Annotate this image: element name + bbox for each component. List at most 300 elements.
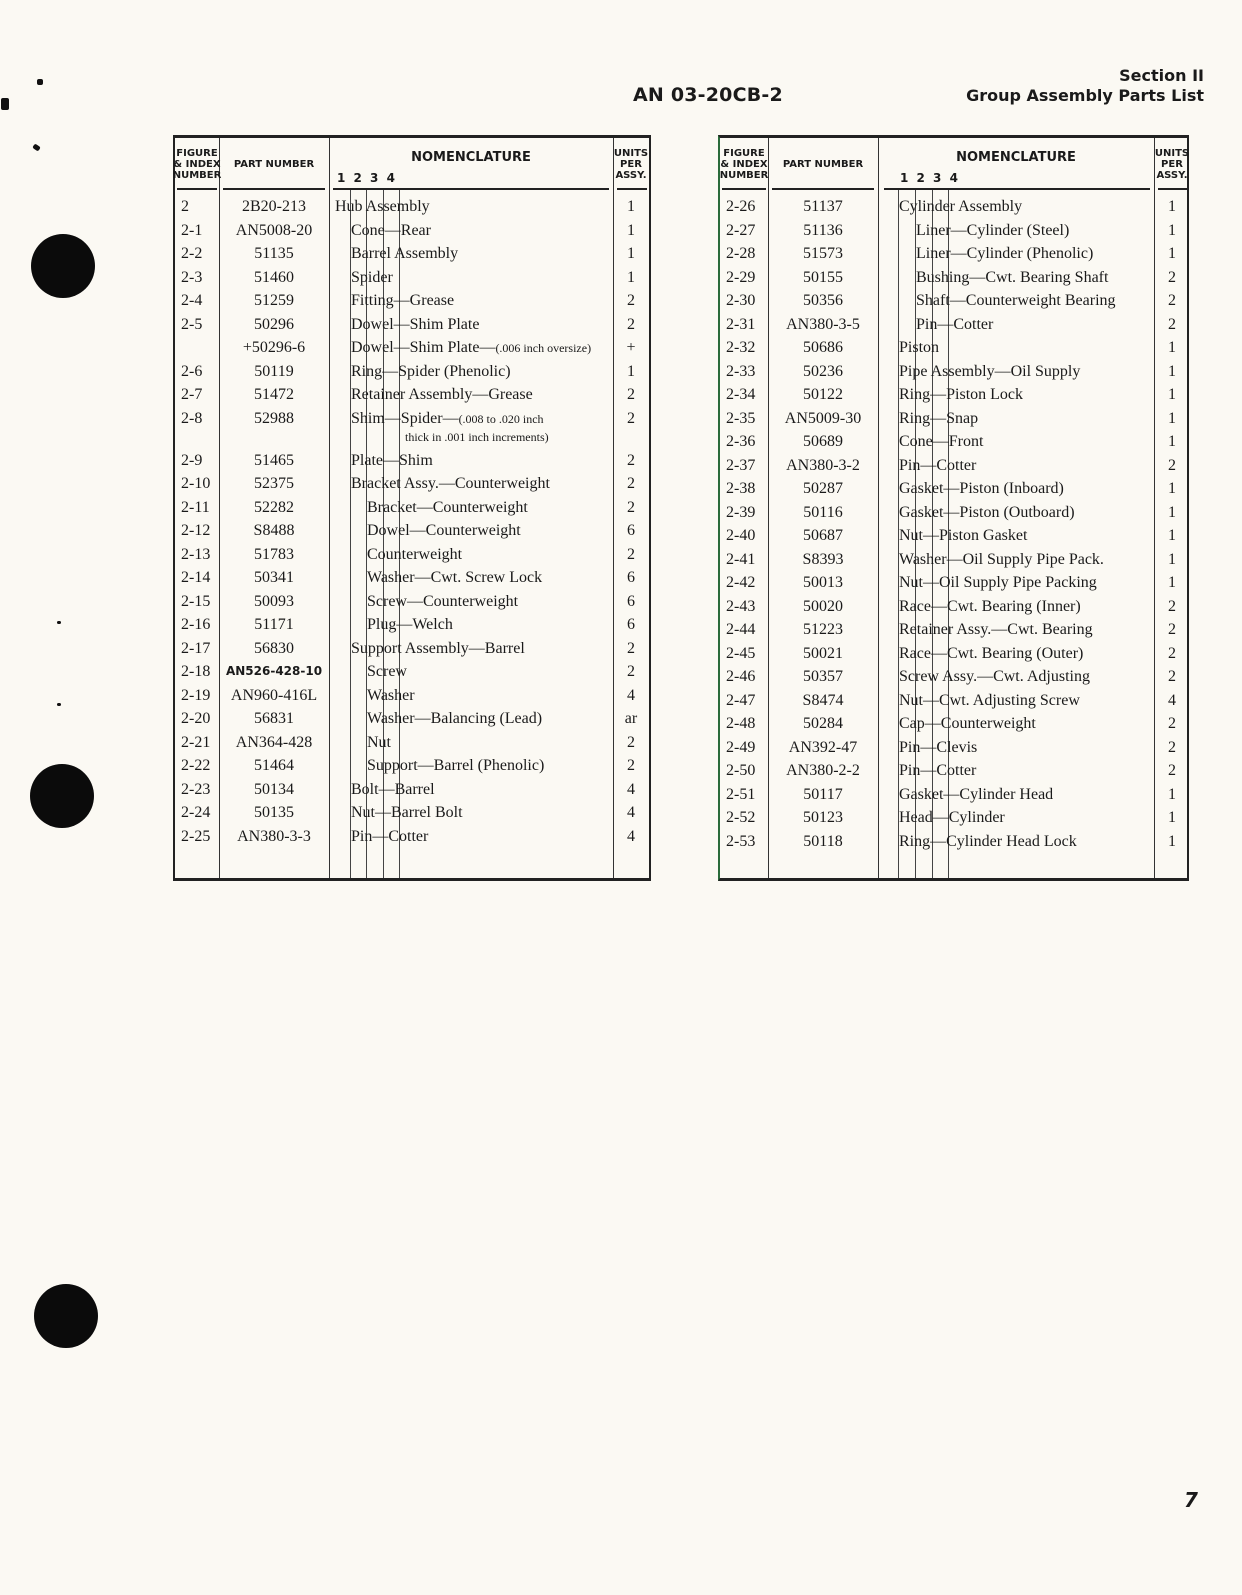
binder-hole-top — [31, 234, 95, 298]
nomenclature: Screw Assy.—Cwt. Adjusting — [899, 668, 1090, 685]
units-per-assembly: 1 — [1168, 785, 1176, 803]
nomenclature: Barrel Assembly — [351, 245, 459, 262]
units-per-assembly: 6 — [627, 569, 635, 586]
table-row — [175, 731, 649, 755]
nomenclature: Cone—Rear — [351, 221, 431, 239]
units-per-assembly: 2 — [1168, 292, 1176, 309]
units-per-assembly: 2 — [1168, 715, 1176, 732]
figure-index: 2-2 — [181, 245, 203, 262]
table-row — [720, 360, 1187, 384]
units-per-assembly: 6 — [627, 616, 635, 633]
units-per-assembly: 2 — [1168, 762, 1176, 779]
figure-index: 2-22 — [181, 757, 211, 774]
nomenclature: Pin—Cotter — [916, 315, 994, 333]
header-indent-levels: 1 2 3 4 — [337, 171, 395, 185]
units-per-assembly: 4 — [627, 804, 635, 821]
units-per-assembly: 1 — [1168, 198, 1176, 215]
part-number: AN380-3-3 — [237, 827, 311, 845]
part-number: 50236 — [803, 362, 843, 380]
figure-index: 2-29 — [726, 268, 756, 286]
table-row — [175, 219, 649, 243]
table-row — [720, 571, 1187, 595]
figure-index: 2-37 — [726, 456, 756, 474]
units-per-assembly: 1 — [1168, 809, 1176, 826]
header-nomenclature: NOMENCLATURE — [411, 150, 531, 165]
part-number: 51573 — [803, 245, 843, 262]
nomenclature: Pipe Assembly—Oil Supply — [899, 362, 1081, 380]
section-label: Section II — [1119, 66, 1204, 85]
part-number: 50013 — [803, 574, 843, 591]
table-row — [175, 707, 649, 731]
units-per-assembly: 1 — [1168, 550, 1176, 568]
table-row — [720, 524, 1187, 548]
units-per-assembly: 2 — [627, 475, 635, 492]
part-number: 56830 — [254, 639, 294, 657]
parts-table-left — [173, 135, 651, 881]
part-number: 50341 — [254, 569, 294, 586]
nomenclature: Nut — [367, 733, 391, 751]
header-units-per-assy: UNITS PER ASSY. — [1154, 147, 1190, 181]
part-number: 51783 — [254, 545, 294, 563]
speck — [57, 703, 61, 706]
figure-index: 2-41 — [726, 550, 756, 568]
table-row — [175, 684, 649, 708]
units-per-assembly: 2 — [627, 292, 635, 309]
units-per-assembly: 4 — [627, 780, 635, 798]
units-per-assembly: 2 — [627, 545, 635, 563]
parts-table-right — [718, 135, 1189, 881]
figure-index: 2-10 — [181, 475, 211, 492]
units-per-assembly: 2 — [1168, 456, 1176, 474]
speck — [57, 621, 61, 624]
figure-index: 2-15 — [181, 592, 211, 610]
table-row — [720, 266, 1187, 290]
table-row — [720, 548, 1187, 572]
table-row — [720, 454, 1187, 478]
units-per-assembly: 4 — [1168, 691, 1176, 709]
part-number: 51137 — [803, 198, 843, 215]
table-row — [175, 801, 649, 825]
figure-index: 2-1 — [181, 221, 203, 239]
figure-index: 2-14 — [181, 569, 211, 586]
figure-index: 2-20 — [181, 710, 211, 727]
figure-index: 2-9 — [181, 451, 203, 469]
figure-index: 2-28 — [726, 245, 756, 262]
table-row — [720, 618, 1187, 642]
figure-index: 2-13 — [181, 545, 211, 563]
figure-index: 2-8 — [181, 409, 203, 427]
table-row — [175, 289, 649, 313]
nomenclature: Support—Barrel (Phenolic) — [367, 757, 545, 774]
nomenclature: Ring—Cylinder Head Lock — [899, 832, 1077, 850]
header-figure-index: FIGURE & INDEX NUMBER — [719, 147, 769, 181]
nomenclature: Gasket—Piston (Inboard) — [899, 480, 1064, 497]
units-per-assembly: 2 — [627, 315, 635, 333]
table-row — [175, 778, 649, 802]
nomenclature: Bolt—Barrel — [351, 780, 435, 798]
table-row — [720, 806, 1187, 830]
figure-index: 2-50 — [726, 762, 756, 779]
part-number: 50356 — [803, 292, 843, 309]
table-row — [720, 712, 1187, 736]
figure-index: 2-18 — [181, 663, 211, 680]
nomenclature: Shim—Spider—(.008 to .020 inch — [351, 409, 544, 427]
units-per-assembly: 1 — [627, 245, 635, 262]
nomenclature: Dowel—Counterweight — [367, 522, 521, 539]
nomenclature: Nut—Piston Gasket — [899, 527, 1028, 544]
figure-index: 2-32 — [726, 339, 756, 356]
part-number: AN392-47 — [788, 738, 858, 756]
header-part-number: PART NUMBER — [233, 158, 315, 170]
figure-index: 2-35 — [726, 409, 756, 427]
figure-index: 2-52 — [726, 809, 756, 826]
units-per-assembly: 2 — [627, 757, 635, 774]
units-per-assembly: 1 — [1168, 574, 1176, 591]
units-per-assembly: 1 — [1168, 245, 1176, 262]
units-per-assembly: 1 — [1168, 503, 1176, 521]
figure-index: 2-23 — [181, 780, 211, 798]
figure-index: 2-40 — [726, 527, 756, 544]
nomenclature-note: (.008 to .020 inch — [458, 411, 544, 426]
units-per-assembly: 4 — [627, 827, 635, 845]
part-number: 50686 — [803, 339, 843, 356]
table-row — [720, 642, 1187, 666]
part-number: 50135 — [254, 804, 294, 821]
part-number: +50296-6 — [242, 339, 306, 356]
units-per-assembly: 2 — [1168, 268, 1176, 286]
table-row — [175, 242, 649, 266]
figure-index: 2-34 — [726, 386, 756, 403]
nomenclature: Dowel—Shim Plate—(.006 inch oversize) — [351, 339, 592, 356]
nomenclature: Gasket—Cylinder Head — [899, 785, 1054, 803]
part-number: 50287 — [803, 480, 843, 497]
nomenclature: Retainer Assembly—Grease — [351, 386, 533, 403]
table-row — [720, 383, 1187, 407]
table-row — [175, 313, 649, 337]
figure-index: 2 — [181, 198, 189, 215]
part-number: 52988 — [254, 409, 294, 427]
nomenclature: Dowel—Shim Plate — [351, 315, 480, 333]
nomenclature: Ring—Spider (Phenolic) — [351, 362, 511, 380]
header-indent-levels: 1 2 3 4 — [900, 171, 958, 185]
units-per-assembly: 1 — [1168, 433, 1176, 450]
units-per-assembly: 2 — [627, 409, 635, 427]
figure-index: 2-25 — [181, 827, 211, 845]
part-number: 50123 — [803, 809, 843, 826]
figure-index: 2-21 — [181, 733, 211, 751]
speck — [37, 79, 43, 85]
figure-index: 2-4 — [181, 292, 203, 309]
nomenclature: Pin—Clevis — [899, 738, 978, 756]
part-number: S8474 — [802, 691, 844, 709]
units-per-assembly: 1 — [1168, 386, 1176, 403]
units-per-assembly: 2 — [1168, 738, 1176, 756]
part-number: AN5009-30 — [784, 409, 862, 427]
header-part-number: PART NUMBER — [782, 158, 864, 170]
table-row — [720, 313, 1187, 337]
table-row — [720, 219, 1187, 243]
figure-index: 2-17 — [181, 639, 211, 657]
table-row — [175, 754, 649, 778]
nomenclature: Cone—Front — [899, 433, 984, 450]
table-row — [720, 407, 1187, 431]
units-per-assembly: 1 — [627, 268, 635, 286]
nomenclature: Liner—Cylinder (Steel) — [916, 221, 1070, 239]
nomenclature: Shaft—Counterweight Bearing — [916, 292, 1116, 309]
figure-index: 2-27 — [726, 221, 756, 239]
units-per-assembly: 2 — [1168, 315, 1176, 333]
part-number: 50155 — [803, 268, 843, 286]
units-per-assembly: 2 — [1168, 668, 1176, 685]
page-number: 7 — [1184, 1488, 1198, 1512]
nomenclature: Race—Cwt. Bearing (Inner) — [899, 597, 1081, 615]
part-number: AN364-428 — [235, 733, 313, 751]
figure-index: 2-16 — [181, 616, 211, 633]
units-per-assembly: 1 — [1168, 339, 1176, 356]
table-row — [720, 689, 1187, 713]
table-row — [720, 665, 1187, 689]
table-row — [175, 336, 649, 360]
nomenclature: Pin—Cotter — [351, 827, 429, 845]
part-number: 56831 — [254, 710, 294, 727]
units-per-assembly: 1 — [1168, 362, 1176, 380]
nomenclature: Hub Assembly — [335, 198, 430, 215]
nomenclature: Piston — [899, 339, 940, 356]
table-row — [175, 195, 649, 219]
table-row — [175, 449, 649, 473]
nomenclature: Bracket—Counterweight — [367, 498, 528, 516]
figure-index: 2-51 — [726, 785, 756, 803]
part-number: 2B20-213 — [242, 198, 306, 215]
binder-hole-middle — [30, 764, 94, 828]
units-per-assembly: 1 — [627, 221, 635, 239]
figure-index: 2-42 — [726, 574, 756, 591]
nomenclature: Washer—Balancing (Lead) — [367, 710, 543, 727]
figure-index: 2-39 — [726, 503, 756, 521]
units-per-assembly: ar — [624, 710, 638, 727]
table-row — [720, 430, 1187, 454]
figure-index: 2-36 — [726, 433, 756, 450]
part-number: 52282 — [254, 498, 294, 516]
nomenclature: Screw—Counterweight — [367, 592, 519, 610]
figure-index: 2-6 — [181, 362, 203, 380]
part-number: 50689 — [803, 433, 843, 450]
table-row — [720, 501, 1187, 525]
part-number: 50357 — [803, 668, 843, 685]
table-row — [720, 830, 1187, 854]
table-row — [720, 736, 1187, 760]
figure-index: 2-3 — [181, 268, 203, 286]
part-number: 51136 — [803, 221, 843, 239]
binder-hole-bottom — [34, 1284, 98, 1348]
table-row — [175, 566, 649, 590]
nomenclature: Plate—Shim — [351, 451, 433, 469]
nomenclature: Plug—Welch — [367, 616, 453, 633]
header-figure-index: FIGURE & INDEX NUMBER — [172, 147, 222, 181]
figure-index: 2-5 — [181, 315, 203, 333]
part-number: 51465 — [254, 451, 294, 469]
table-row — [720, 195, 1187, 219]
part-number: 50296 — [254, 315, 294, 333]
figure-index: 2-38 — [726, 480, 756, 497]
units-per-assembly: 2 — [627, 498, 635, 516]
units-per-assembly: 2 — [1168, 644, 1176, 662]
table-row — [720, 336, 1187, 360]
table-row — [720, 242, 1187, 266]
units-per-assembly: 1 — [1168, 480, 1176, 497]
units-per-assembly: 1 — [627, 362, 635, 380]
nomenclature: Spider — [351, 268, 393, 286]
table-row — [175, 360, 649, 384]
figure-index: 2-49 — [726, 738, 756, 756]
nomenclature-note-continued: thick in .001 inch increments) — [405, 429, 549, 444]
section-heading — [966, 66, 1204, 106]
units-per-assembly: 2 — [627, 639, 635, 657]
speck — [32, 143, 41, 151]
table-body — [175, 195, 649, 848]
part-number: S8488 — [253, 522, 295, 539]
header-nomenclature: NOMENCLATURE — [956, 150, 1076, 165]
table-row — [175, 383, 649, 407]
table-row — [175, 472, 649, 496]
nomenclature: Ring—Piston Lock — [899, 386, 1024, 403]
part-number: 50687 — [803, 527, 843, 544]
part-number: S8393 — [802, 550, 844, 568]
nomenclature: Pin—Cotter — [899, 456, 977, 474]
nomenclature: Counterweight — [367, 545, 463, 563]
part-number: 50116 — [803, 503, 843, 521]
nomenclature: Support Assembly—Barrel — [351, 639, 525, 657]
nomenclature: Liner—Cylinder (Phenolic) — [916, 245, 1094, 262]
figure-index: 2-30 — [726, 292, 756, 309]
section-title: Group Assembly Parts List — [966, 86, 1204, 105]
units-per-assembly: 2 — [627, 663, 635, 680]
document-number: AN 03-20CB-2 — [633, 84, 783, 106]
nomenclature: Head—Cylinder — [899, 809, 1005, 826]
part-number: 51259 — [254, 292, 294, 309]
part-number: AN960-416L — [230, 686, 318, 704]
header-units-per-assy: UNITS PER ASSY. — [613, 147, 649, 181]
nomenclature: Retainer Assy.—Cwt. Bearing — [899, 621, 1093, 638]
nomenclature: Ring—Snap — [899, 409, 979, 427]
units-per-assembly: 6 — [627, 592, 635, 610]
table-row — [720, 783, 1187, 807]
table-row — [175, 519, 649, 543]
table-row — [720, 595, 1187, 619]
figure-index: 2-31 — [726, 315, 756, 333]
part-number: 50020 — [803, 597, 843, 615]
part-number: AN380-3-5 — [786, 315, 860, 333]
part-number: 52375 — [254, 475, 294, 492]
table-row — [720, 477, 1187, 501]
table-row — [175, 407, 649, 449]
nomenclature: Cap—Counterweight — [899, 715, 1036, 732]
part-number: AN526-428-10 — [225, 664, 323, 678]
nomenclature-note: (.006 inch oversize) — [495, 341, 592, 355]
nomenclature: Fitting—Grease — [351, 292, 455, 309]
nomenclature: Screw — [367, 663, 407, 680]
units-per-assembly: 2 — [627, 386, 635, 403]
part-number: AN380-3-2 — [786, 456, 860, 474]
units-per-assembly: 1 — [1168, 832, 1176, 850]
table-body — [720, 195, 1187, 853]
nomenclature: Washer—Oil Supply Pipe Pack. — [899, 550, 1104, 568]
units-per-assembly: 1 — [1168, 409, 1176, 427]
figure-index: 2-11 — [181, 498, 210, 516]
figure-index: 2-24 — [181, 804, 211, 821]
nomenclature: Gasket—Piston (Outboard) — [899, 503, 1075, 521]
part-number: AN380-2-2 — [786, 762, 860, 779]
units-per-assembly: 4 — [627, 686, 635, 704]
units-per-assembly: 1 — [1168, 221, 1176, 239]
part-number: 51472 — [254, 386, 294, 403]
table-row — [175, 637, 649, 661]
part-number: 50021 — [803, 644, 843, 662]
figure-index: 2-12 — [181, 522, 211, 539]
part-number: 50122 — [803, 386, 843, 403]
part-number: AN5008-20 — [235, 221, 313, 239]
part-number: 50093 — [254, 592, 294, 610]
table-row — [175, 590, 649, 614]
nomenclature: Washer—Cwt. Screw Lock — [367, 569, 543, 586]
part-number: 51135 — [254, 245, 294, 262]
units-per-assembly: 2 — [627, 733, 635, 751]
part-number: 50284 — [803, 715, 843, 732]
figure-index: 2-48 — [726, 715, 756, 732]
units-per-assembly: 6 — [627, 522, 635, 539]
part-number: 51223 — [803, 621, 843, 638]
nomenclature: Bracket Assy.—Counterweight — [351, 475, 550, 492]
part-number: 50134 — [254, 780, 294, 798]
figure-index: 2-43 — [726, 597, 756, 615]
table-row — [175, 496, 649, 520]
part-number: 51460 — [254, 268, 294, 286]
figure-index: 2-19 — [181, 686, 211, 704]
table-row — [175, 825, 649, 849]
figure-index: 2-26 — [726, 198, 756, 215]
figure-index: 2-47 — [726, 691, 756, 709]
nomenclature: Cylinder Assembly — [899, 198, 1023, 215]
nomenclature: Nut—Cwt. Adjusting Screw — [899, 691, 1080, 709]
nomenclature: Washer — [367, 686, 415, 704]
speck — [1, 98, 9, 110]
figure-index: 2-45 — [726, 644, 756, 662]
table-row — [175, 660, 649, 684]
units-per-assembly: 2 — [1168, 597, 1176, 615]
nomenclature: Nut—Barrel Bolt — [351, 804, 463, 821]
table-row — [175, 266, 649, 290]
table-row — [720, 759, 1187, 783]
units-per-assembly: 1 — [627, 198, 635, 215]
table-row — [175, 613, 649, 637]
table-row — [720, 289, 1187, 313]
figure-index: 2-53 — [726, 832, 756, 850]
part-number: 50118 — [803, 832, 843, 850]
figure-index: 2-7 — [181, 386, 203, 403]
part-number: 50117 — [803, 785, 843, 803]
part-number: 50119 — [254, 362, 294, 380]
part-number: 51464 — [254, 757, 294, 774]
units-per-assembly: 1 — [1168, 527, 1176, 544]
nomenclature: Race—Cwt. Bearing (Outer) — [899, 644, 1084, 662]
figure-index: 2-33 — [726, 362, 756, 380]
table-row — [175, 543, 649, 567]
units-per-assembly: + — [626, 339, 636, 356]
nomenclature: Nut—Oil Supply Pipe Packing — [899, 574, 1097, 591]
units-per-assembly: 2 — [627, 451, 635, 469]
figure-index: 2-46 — [726, 668, 756, 685]
figure-index: 2-44 — [726, 621, 756, 638]
